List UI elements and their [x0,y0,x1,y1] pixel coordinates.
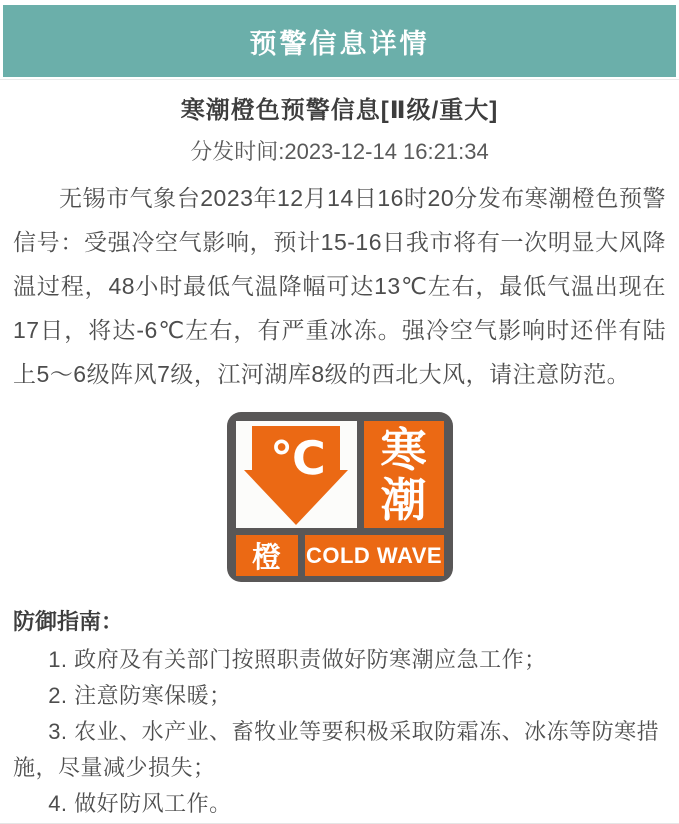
cold-wave-english-cell [305,535,444,576]
header-bar [3,5,676,77]
cold-wave-english-label: COLD WAVE [305,542,443,568]
badge-bottom-row [236,535,444,576]
badge-name-char-1: 寒 [380,423,427,476]
badge-name-char-2: 潮 [380,473,427,526]
guide-item-3: 3. 农业、水产业、畜牧业等要积极采取防霜冻、冰冻等防寒措施，尽量减少损失； [13,719,660,780]
page-title: 预警信息详情 [249,28,430,59]
orange-level-char: 橙 [251,542,281,574]
cold-wave-name-cell [364,421,444,528]
guide-item-1: 1. 政府及有关部门按照职责做好防寒潮应急工作； [48,647,547,672]
alert-title: 寒潮橙色预警信息[Ⅱ级/重大] [180,97,499,124]
defense-guide-heading: 防御指南： [13,609,124,634]
cold-wave-warning-badge [227,412,453,582]
orange-level-cell [236,535,298,576]
down-arrow-icon [236,421,357,528]
header-divider [0,79,679,80]
warning-detail-page [0,5,679,824]
temperature-down-arrow-icon [236,421,357,528]
badge-top-row [236,421,444,528]
alert-body-text: 无锡市气象台2023年12月14日16时20分发布寒潮橙色预警信号：受强冷空气影响，预计15-16日我市将有一次明显大风降温过程，48小时最低气温降幅可达13℃左右，最低气温出现在17日，将达-6℃左右，有严重冰冻。强冷空气影响时还伴有陆上5～6级阵风7级，江河湖库8级的西北大风，请注意防范。 [13,185,666,387]
celsius-symbol: ℃ [269,432,326,484]
guide-item-2: 2. 注意防寒保暖； [48,683,232,708]
guide-item-4: 4. 做好防风工作。 [48,791,232,816]
dispatch-time: 分发时间:2023-12-14 16:21:34 [190,139,489,164]
